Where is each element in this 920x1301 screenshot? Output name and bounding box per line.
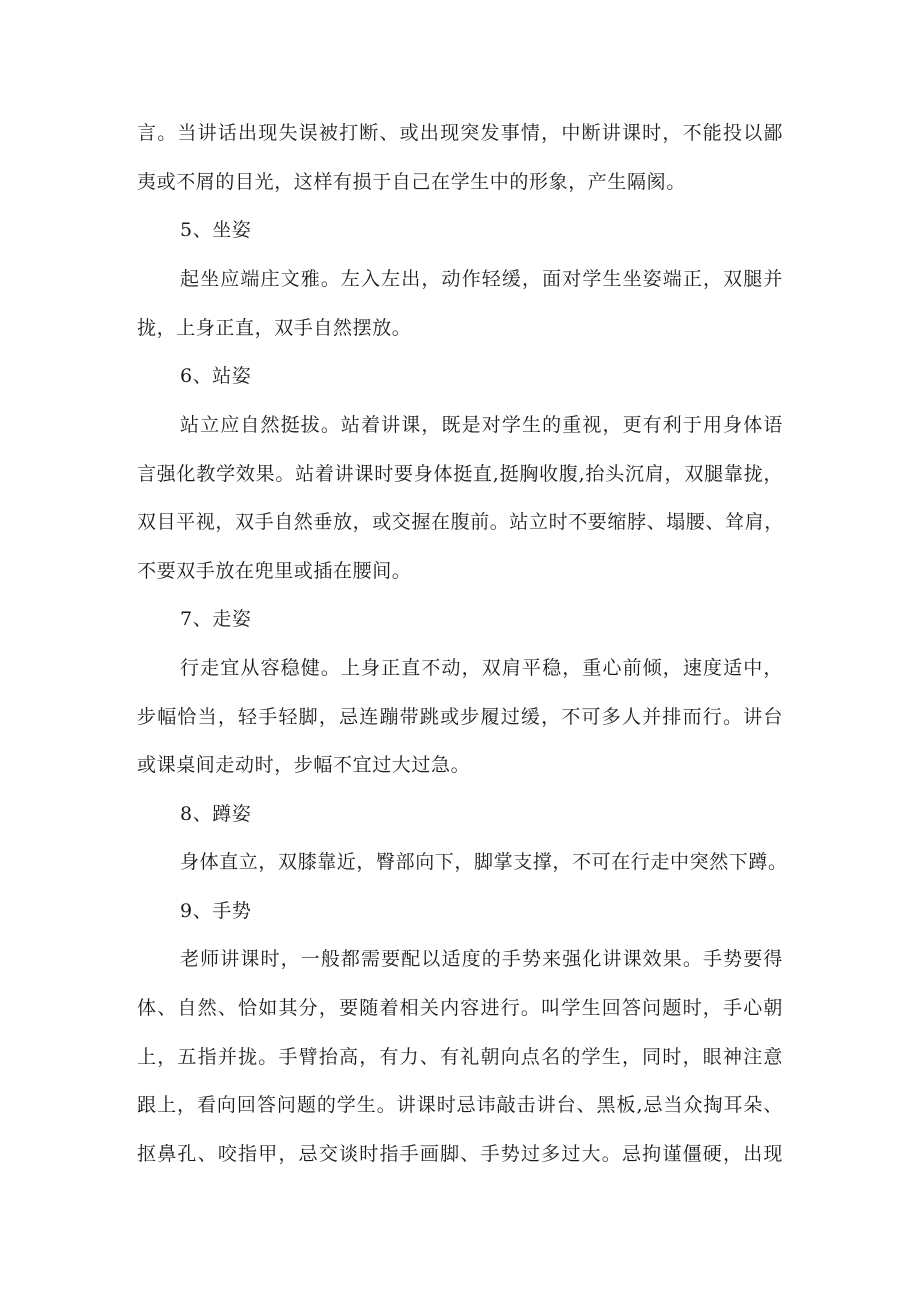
paragraph-line: 行走宜从容稳健。上身正直不动，双肩平稳，重心前倾，速度适中， — [180, 657, 783, 679]
section-heading-walking: 7、走姿 — [180, 608, 252, 630]
paragraph-line: 站立应自然挺拔。站着讲课，既是对学生的重视，更有利于用身体语 — [180, 414, 783, 436]
paragraph-line: 上，五指并拢。手臂抬高，有力、有礼朝向点名的学生，同时，眼神注意 — [137, 1046, 783, 1068]
paragraph-line: 拢，上身正直，双手自然摆放。 — [137, 317, 412, 339]
paragraph-line: 身体直立，双膝靠近，臀部向下，脚掌支撑，不可在行走中突然下蹲。 — [180, 851, 788, 873]
paragraph-line: 起坐应端庄文雅。左入左出，动作轻缓，面对学生坐姿端正，双腿并 — [180, 268, 783, 290]
paragraph-line: 不要双手放在兜里或插在腰间。 — [137, 560, 412, 582]
paragraph-line: 老师讲课时，一般都需要配以适度的手势来强化讲课效果。手势要得 — [180, 948, 783, 970]
paragraph-line: 言强化教学效果。站着讲课时要身体挺直,挺胸收腹,抬头沉肩，双腿靠拢， — [137, 463, 783, 485]
section-heading-gestures: 9、手势 — [180, 900, 252, 922]
paragraph-line: 体、自然、恰如其分，要随着相关内容进行。叫学生回答问题时，手心朝 — [137, 997, 783, 1019]
paragraph-line: 夷或不屑的目光，这样有损于自己在学生中的形象，产生隔阂。 — [137, 171, 686, 193]
section-heading-standing: 6、站姿 — [180, 365, 252, 387]
paragraph-line: 双目平视，双手自然垂放，或交握在腹前。站立时不要缩脖、塌腰、耸肩， — [137, 511, 784, 533]
paragraph-line: 或课桌间走动时，步幅不宜过大过急。 — [137, 754, 471, 776]
paragraph-line: 跟上，看向回答问题的学生。讲课时忌讳敲击讲台、黑板,忌当众掏耳朵、 — [137, 1094, 783, 1116]
section-heading-squatting: 8、蹲姿 — [180, 803, 252, 825]
paragraph-line: 言。当讲话出现失误被打断、或出现突发事情，中断讲课时，不能投以鄙 — [137, 122, 783, 144]
section-heading-sitting: 5、坐姿 — [180, 219, 252, 241]
paragraph-line: 抠鼻孔、咬指甲，忌交谈时指手画脚、手势过多过大。忌拘谨僵硬，出现 — [137, 1143, 783, 1165]
paragraph-line: 步幅恰当，轻手轻脚，忌连蹦带跳或步履过缓，不可多人并排而行。讲台 — [137, 706, 783, 728]
